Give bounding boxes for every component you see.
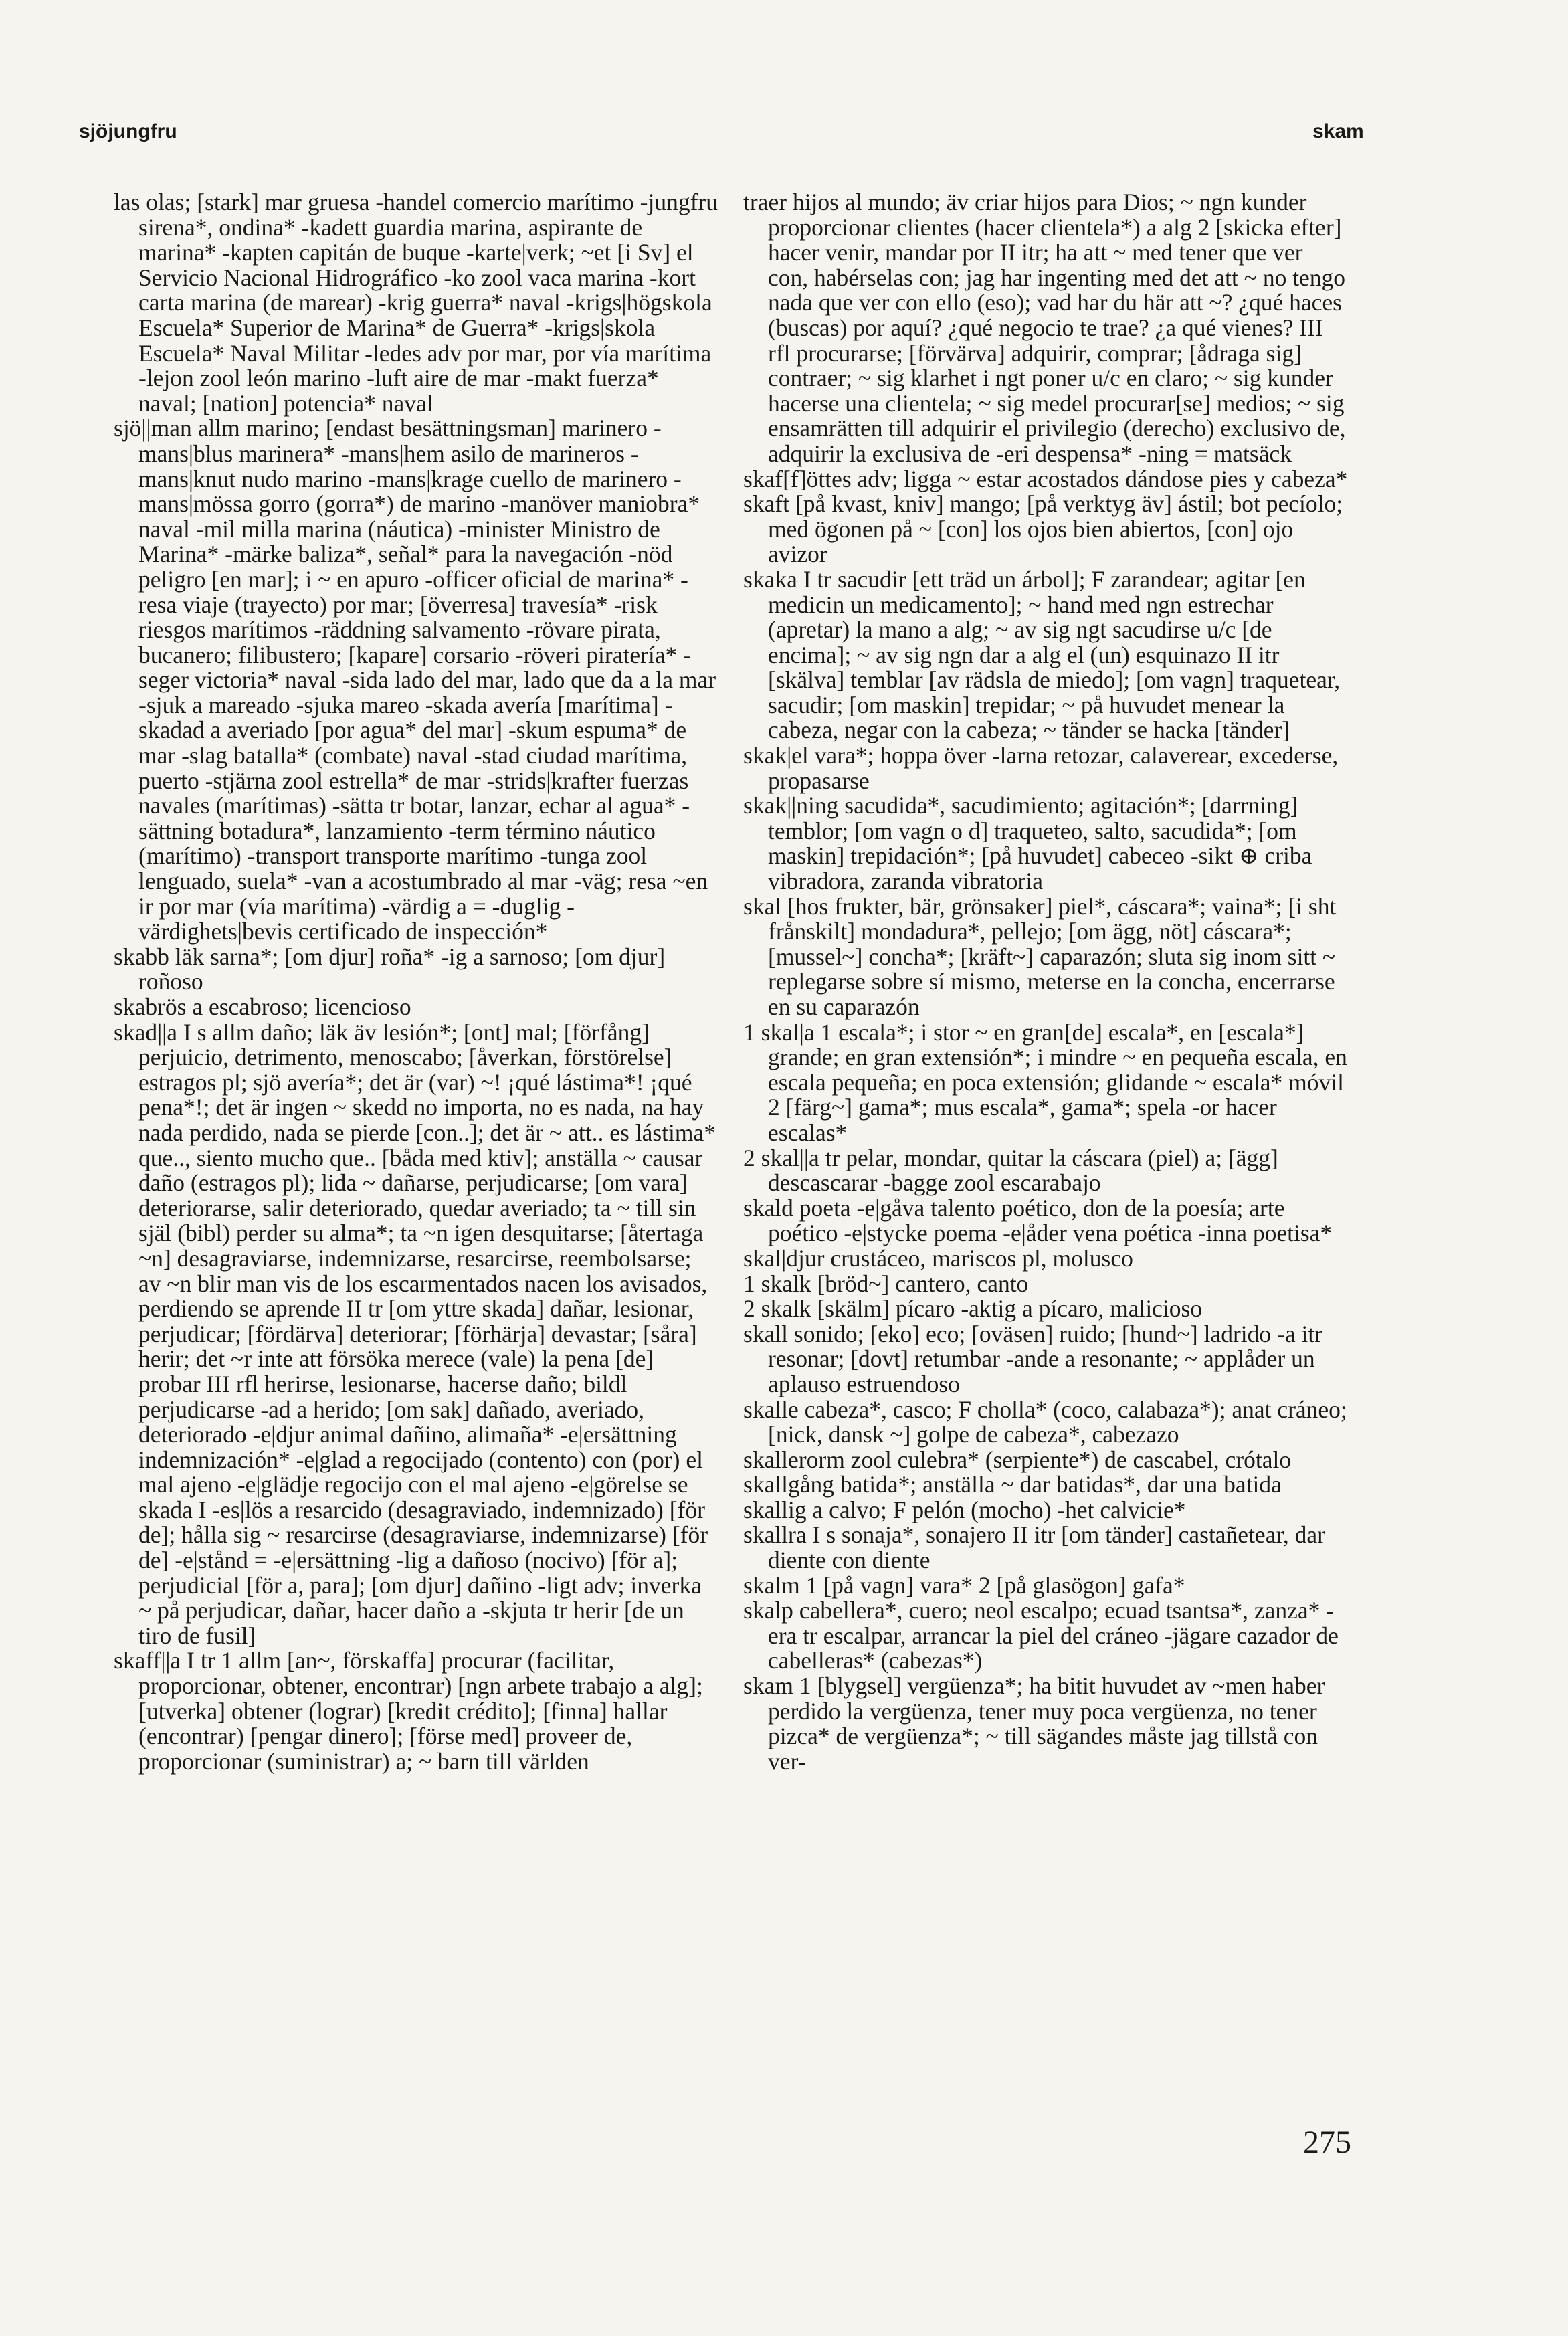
running-head-left: sjöjungfru bbox=[79, 120, 177, 142]
page-number: 275 bbox=[1303, 2125, 1351, 2160]
dictionary-entry: skal|djur crustáceo, mariscos pl, molusco bbox=[743, 1244, 1133, 1272]
dictionary-entry: skabb läk sarna*; [om djur] roña* -ig a sarnoso; [om djur] roñoso bbox=[114, 943, 666, 995]
dictionary-entry: 1 skalk [bröd~] cantero, canto bbox=[743, 1270, 1029, 1297]
dictionary-entry: skallgång batida*; anställa ~ dar batidas*, dar una batida bbox=[743, 1471, 1282, 1498]
dictionary-entry: skabrös a escabroso; licencioso bbox=[114, 993, 411, 1020]
dictionary-entry: skall sonido; [eko] eco; [oväsen] ruido; [hund~] ladrido -a itr resonar; [dovt] retumbar -ande a resonante; ~ applåder un aplauso estruendoso bbox=[743, 1320, 1323, 1397]
dictionary-entry: skak||ning sacudida*, sacudimiento; agitación*; [darrning] temblor; [om vagn o d] traqueteo, salto, sacudida*; [om maskin] trepidación*; [på huvudet] cabeceo -sikt ⊕ criba vibradora, zaranda vibratoria bbox=[743, 792, 1312, 895]
dictionary-entry: skallig a calvo; F pelón (mocho) -het calvicie* bbox=[743, 1496, 1186, 1523]
dictionary-entry: skaf[f]öttes adv; ligga ~ estar acostados dándose pies y cabeza* bbox=[743, 465, 1348, 492]
dictionary-entry: skalp cabellera*, cuero; neol escalpo; ecuad tsantsa*, zanza* -era tr escalpar, arrancar la piel del cráneo -jägare cazador de cabelleras* (cabezas*) bbox=[743, 1597, 1339, 1674]
dictionary-entry: skald poeta -e|gåva talento poético, don de la poesía; arte poético -e|stycke poema -e|åder vena poética -inna poetisa* bbox=[743, 1194, 1333, 1247]
dictionary-entry: skam 1 [blygsel] vergüenza*; ha bitit huvudet av ~men haber perdido la vergüenza, tener muy poca vergüenza, no tener pizca* de vergüenza*; ~ till sägandes måste jag tillstå con ver- bbox=[743, 1672, 1325, 1775]
dictionary-entry: skaka I tr sacudir [ett träd un árbol]; F zarandear; agitar [en medicin un medicamento]; ~ hand med ngn estrechar (apretar) la mano a alg; ~ av sig ngt sacudirse u/c [de encima]; ~ av sig ngn dar a alg el (un) esquinazo II itr [skälva] temblar [av rädsla de miedo]; [om vagn] traquetear, sacudir; [om maskin] trepidar; ~ på huvudet menear la cabeza, negar con la cabeza; ~ tänder se hacka [tänder] bbox=[743, 565, 1341, 744]
dictionary-entry: sjö||man allm marino; [endast besättningsman] marinero -mans|blus marinera* -mans|hem asilo de marineros -mans|knut nudo marino -mans|krage cuello de marinero -mans|mössa gorro (gorra*) de marino -manöver maniobra* naval -mil milla marina (náutica) -minister Ministro de Marina* -märke baliza*, señal* para la navegación -nöd peligro [en mar]; i ~ en apuro -officer oficial de marina* -resa viaje (trayecto) por mar; [överresa] travesía* -risk riesgos marítimos -räddning salvamento -rövare pirata, bucanero; filibustero; [kapare] corsario -röveri piratería* -seger victoria* naval -sida lado del mar, lado que da a la mar -sjuk a mareado -sjuka mareo -skada avería [marítima] -skadad a averiado [por agua* del mar] -skum espuma* de mar -slag batalla* (combate) naval -stad ciudad marítima, puerto -stjärna zool estrella* de mar -strids|krafter fuerzas navales (marítimas) -sätta tr botar, lanzar, echar al agua* -sättning botadura*, lanzamiento -term término náutico (marítimo) -transport transporte marítimo -tunga zool lenguado, suela* -van a acostumbrado al mar -väg; resa ~en ir por mar (vía marítima) -värdig a = -duglig -värdighets|bevis certificado de inspección* bbox=[114, 415, 716, 945]
dictionary-entry: skalle cabeza*, casco; F cholla* (coco, calabaza*); anat cráneo; [nick, dansk ~] golpe de cabeza*, cabezazo bbox=[743, 1395, 1347, 1448]
dictionary-entry: skak|el vara*; hoppa över -larna retozar, calaverear, excederse, propasarse bbox=[743, 742, 1339, 794]
dictionary-entry: las olas; [stark] mar gruesa -handel comercio marítimo -jungfru sirena*, ondina* -kadett guardia marina, aspirante de marina* -kapten capitán de buque -karte|verk; ~et [i Sv] el Servicio Nacional Hidrográfico -ko zool vaca marina -kort carta marina (de marear) -krig guerra* naval -krigs|högskola Escuela* Superior de Marina* de Guerra* -krigs|skola Escuela* Naval Militar -ledes adv por mar, por vía marítima -lejon zool león marino -luft aire de mar -makt fuerza* naval; [nation] potencia* naval bbox=[114, 189, 718, 417]
dictionary-entry: skallerorm zool culebra* (serpiente*) de cascabel, crótalo bbox=[743, 1446, 1292, 1473]
dictionary-entry: skaft [på kvast, kniv] mango; [på verktyg äv] ástil; bot pecíolo; med ögonen på ~ [con] los ojos bien abiertos, [con] ojo avizor bbox=[743, 490, 1343, 568]
dictionary-entry: skaff||a I tr 1 allm [an~, förskaffa] procurar (facilitar, proporcionar, obtener, encontrar) [ngn arbete trabajo a alg]; [utverka] obtener (lograr) [kredit crédito]; [finna] hallar (encontrar) [pengar dinero]; [förse med] proveer de, proporcionar (suministrar) a; ~ barn till världen bbox=[114, 1647, 703, 1775]
running-head-right: skam bbox=[1312, 120, 1364, 142]
dictionary-entry: skallra I s sonaja*, sonajero II itr [om tänder] castañetear, dar diente con diente bbox=[743, 1521, 1325, 1574]
left-column bbox=[114, 190, 719, 1774]
dictionary-entry: 1 skal|a 1 escala*; i stor ~ en gran[de] escala*, en [escala*] grande; en gran extensión*; i mindre ~ en pequeña escala, en escala pequeña; en poca extensión; glidande ~ escala* móvil 2 [färg~] gama*; mus escala*, gama*; spela -or hacer escalas* bbox=[743, 1018, 1347, 1146]
dictionary-entry: skalm 1 [på vagn] vara* 2 [på glasögon] gafa* bbox=[743, 1571, 1185, 1599]
dictionary-entry: 2 skalk [skälm] pícaro -aktig a pícaro, malicioso bbox=[743, 1295, 1203, 1323]
dictionary-entry: 2 skal||a tr pelar, mondar, quitar la cáscara (piel) a; [ägg] descascarar -bagge zool escarabajo bbox=[743, 1144, 1278, 1197]
dictionary-entry: skad||a I s allm daño; läk äv lesión*; [ont] mal; [förfång] perjuicio, detrimento, menoscabo; [åverkan, förstörelse] estragos pl; sjö avería*; det är (var) ~! ¡qué lástima*! ¡qué pena*!; det är ingen ~ skedd no importa, no es nada, na hay nada perdido, nada se pierde [con..]; det är ~ att.. es lástima* que.., siento mucho que.. [båda med ktiv]; anställa ~ causar daño (estragos pl); lida ~ dañarse, perjudicarse; [om vara] deteriorarse, salir deteriorado, quedar averiado; ta ~ till sin själ (bibl) perder su alma*; ta ~n igen desquitarse; [återtaga ~n] desagraviarse, indemnizarse, resarcirse, reembolsarse; av ~n blir man vis de los escarmentados nacen los avisados, perdiendo se aprende II tr [om yttre skada] dañar, lesionar, perjudicar; [fördärva] deteriorar; [förhärja] devastar; [såra] herir; det ~r inte att försöka merece (vale) la pena [de] probar III rfl herirse, lesionarse, hacerse daño; bildl perjudicarse -ad a herido; [om sak] dañado, averiado, deteriorado -e|djur animal dañino, alimaña* -e|ersättning indemnización* -e|glad a regocijado (contento) con (por) el mal ajeno -e|glädje regocijo con el mal ajeno -e|görelse se skada I -es|lös a resarcido (desagraviado, indemnizado) [för de]; hålla sig ~ resarcirse (desagraviarse, indemnizarse) [för de] -e|stånd = -e|ersättning -lig a dañoso (nocivo) [för a]; perjudicial [för a, para]; [om djur] dañino -ligt adv; inverka ~ på perjudicar, dañar, hacer daño a -skjuta tr herir [de un tiro de fusil] bbox=[114, 1018, 716, 1649]
dictionary-entry: skal [hos frukter, bär, grönsaker] piel*, cáscara*; vaina*; [i sht frånskilt] mondadura*, pellejo; [om ägg, nöt] cáscara*; [mussel~] concha*; [kräft~] caparazón; sluta sig inom sitt ~ replegarse sobre sí mismo, meterse en la concha, encerrarse en su caparazón bbox=[743, 892, 1337, 1020]
right-column bbox=[743, 190, 1349, 1774]
dictionary-entry: traer hijos al mundo; äv criar hijos para Dios; ~ ngn kunder proporcionar clientes (hacer clientela*) a alg 2 [skicka efter] hacer venir, mandar por II itr; ha att ~ med tener que ver con, habérselas con; jag har ingenting med det att ~ no tengo nada que ver con ello (eso); vad har du här att ~? ¿qué haces (buscas) por aquí? ¿qué negocio te trae? ¿a qué vienes? III rfl procurarse; [förvärva] adquirir, comprar; [ådraga sig] contraer; ~ sig klarhet i ngt poner u/c en claro; ~ sig kunder hacerse una clientela; ~ sig medel procurar[se] medios; ~ sig ensamrätten till adquirir el privilegio (derecho) exclusivo de, adquirir la exclusiva de -eri despensa* -ning = matsäck bbox=[743, 189, 1346, 467]
